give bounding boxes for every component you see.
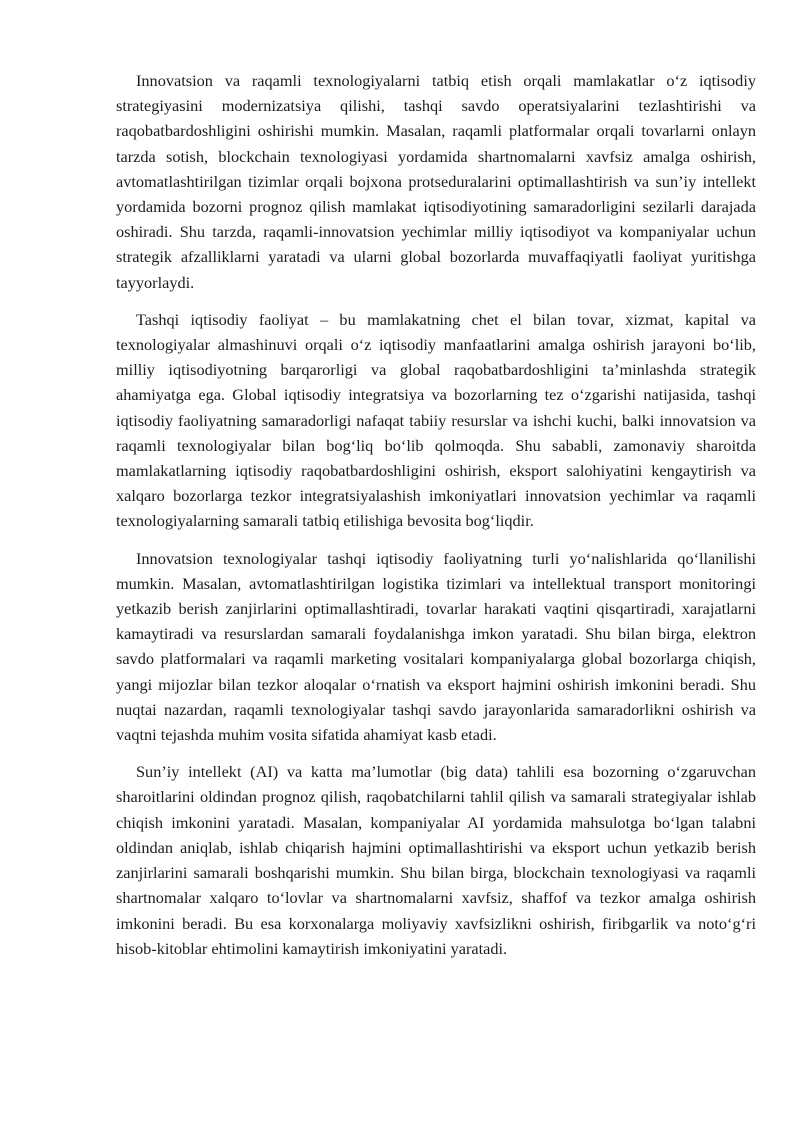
- paragraph-1: Innovatsion va raqamli texnologiyalarni tatbiq etish orqali mamlakatlar o‘z iqtisodiy strategiyasini modernizatsiya qilishi, tashqi savdo operatsiyalarini tezlashtirishi va raqobatbardoshligini oshirishi mumkin. Masalan, raqamli platformalar orqali tovarlarni onlayn tarzda sotish, blockchain texnologiyasi yordamida shartnomalarni xavfsiz amalga oshirish, avtomatlashtirilgan tizimlar orqali bojxona protseduralarini optimallashtirish va sun’iy intellekt yordamida bozorni prognoz qilish mamlakat iqtisodiyotining samaradorligini sezilarli darajada oshiradi. Shu tarzda, raqamli-innovatsion yechimlar milliy iqtisodiyot va kompaniyalar uchun strategik afzalliklarni yaratadi va ularni global bozorlarda muvaffaqiyatli faoliyat yuritishga tayyorlaydi.: [116, 71, 756, 292]
- paragraph-2: Tashqi iqtisodiy faoliyat – bu mamlakatning chet el bilan tovar, xizmat, kapital va texnologiyalar almashinuvi orqali o‘z iqtisodiy manfaatlarini amalga oshirish jarayoni bo‘lib, milliy iqtisodiyotning barqarorligi va global raqobatbardoshligini ta’minlashda strategik ahamiyatga ega. Global iqtisodiy integratsiya va bozorlarning tez o‘zgarishi natijasida, tashqi iqtisodiy faoliyatning samaradorligi nafaqat tabiiy resurslar va ishchi kuchi, balki innovatsion va raqamli texnologiyalar bilan bog‘liq bo‘lib qolmoqda. Shu sababli, zamonaviy sharoitda mamlakatlarning iqtisodiy raqobatbardoshligini oshirish, eksport salohiyatini kengaytirish va xalqaro bozorlarga tezkor integratsiyalashish imkoniyatlari innovatsion yechimlar va raqamli texnologiyalarning samarali tatbiq etilishiga bevosita bog‘liqdir.: [116, 309, 756, 531]
- paragraph-4: Sun’iy intellekt (AI) va katta ma’lumotlar (big data) tahlili esa bozorning o‘zgaruvchan sharoitlarini oldindan prognoz qilish, raqobatchilarni tahlil qilish va samarali strategiyalar ishlab chiqish imkonini yaratadi. Masalan, kompaniyalar AI yordamida mahsulotga bo‘lgan talabni oldindan aniqlab, ishlab chiqarish hajmini optimallashtirishi va eksport uchun yetkazib berish zanjirlarini samarali boshqarishi mumkin. Shu bilan birga, blockchain texnologiyasi va raqamli shartnomalar xalqaro to‘lovlar va shartnomalarni xavfsiz, shaffof va tezkor amalga oshirish imkonini beradi. Bu esa korxonalarga moliyaviy xavfsizlikni oshirish, firibgarlik va noto‘g‘ri hisob-kitoblar ehtimolini kamaytirish imkoniyatini yaratadi.: [116, 762, 756, 958]
- paragraph-3: Innovatsion texnologiyalar tashqi iqtisodiy faoliyatning turli yo‘nalishlarida qo‘llanilishi mumkin. Masalan, avtomatlashtirilgan logistika tizimlari va intellektual transport monitoringi yetkazib berish zanjirlarini optimallashtiradi, tovarlar harakati vaqtini qisqartiradi, xarajatlarni kamaytiradi va resurslardan samarali foydalanishga imkon yaratadi. Shu bilan birga, elektron savdo platformalari va raqamli marketing vositalari kompaniyalarga global bozorlarga chiqish, yangi mijozlar bilan tezkor aloqalar o‘rnatish va eksport hajmini oshirish imkonini beradi. Shu nuqtai nazardan, raqamli texnologiyalar tashqi savdo jarayonlarida samaradorlikni oshirish va vaqtni tejashda muhim vosita sifatida ahamiyat kasb etadi.: [116, 548, 756, 745]
- document-body: [116, 68, 756, 973]
